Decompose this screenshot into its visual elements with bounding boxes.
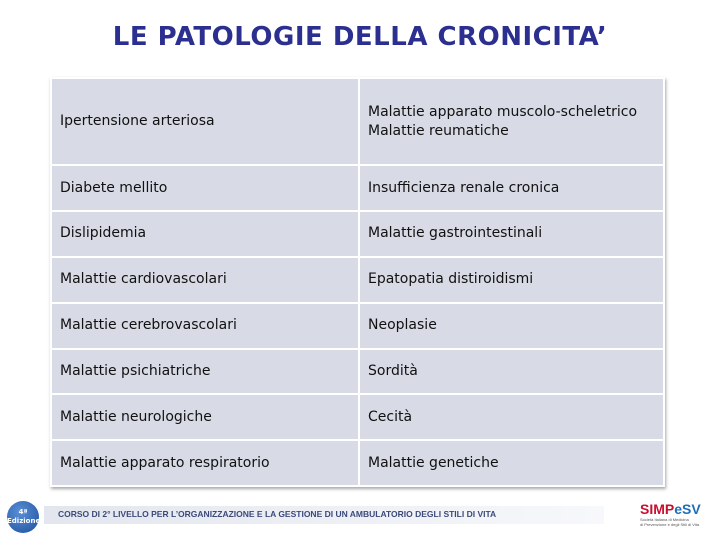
- table-cell-left: [51, 349, 359, 395]
- table-row: [51, 165, 664, 211]
- cell-text: Neoplasie: [368, 317, 437, 334]
- logo-subtitle-1: Società Italiana di Medicina: [640, 517, 689, 522]
- table-cell-right: [359, 349, 664, 395]
- cell-text: Epatopatia distiroidismi: [368, 271, 534, 288]
- cell-text: Malattie gastrointestinali: [368, 225, 543, 242]
- table-row: [51, 394, 664, 440]
- table-cell-left: [51, 165, 359, 211]
- simpesv-logo: [640, 502, 716, 536]
- footer: [0, 497, 720, 540]
- table-cell-right: [359, 211, 664, 257]
- table-cell-left: [51, 394, 359, 440]
- table-row: [51, 349, 664, 395]
- table-row: [51, 211, 664, 257]
- cell-text: Malattie neurologiche: [60, 408, 212, 425]
- cell-text: Malattie cardiovascolari: [60, 271, 227, 288]
- cell-text: Sordità: [368, 362, 418, 379]
- table-row: [51, 440, 664, 486]
- logo-wordmark: [640, 502, 716, 517]
- pathologies-table-container: [50, 77, 665, 487]
- table-cell-left: [51, 78, 359, 165]
- logo-part-esv: eSV: [674, 501, 701, 517]
- table-cell-left: [51, 211, 359, 257]
- course-title: CORSO DI 2° LIVELLO PER L’ORGANIZZAZIONE E LA GESTIONE DI UN AMBULATORIO DEGLI STILI DI VITA: [58, 509, 497, 519]
- table-cell-left: [51, 257, 359, 303]
- table-cell-left: [51, 440, 359, 486]
- table-cell-right: [359, 303, 664, 349]
- cell-text: Malattie apparato respiratorio: [60, 454, 270, 471]
- pathologies-table: [50, 77, 665, 487]
- table-cell-right: [359, 165, 664, 211]
- cell-text: Dislipidemia: [60, 225, 147, 242]
- badge-number: 4ª: [18, 508, 28, 516]
- page-title: LE PATOLOGIE DELLA CRONICITA’: [112, 22, 608, 52]
- table-cell-right: [359, 394, 664, 440]
- table-cell-right: [359, 257, 664, 303]
- logo-subtitle-2: di Prevenzione e degli Stili di Vita: [640, 522, 700, 527]
- table-cell-right: [359, 440, 664, 486]
- cell-text: Malattie cerebrovascolari: [60, 317, 237, 334]
- cell-text: Insufficienza renale cronica: [368, 179, 560, 196]
- cell-text: Ipertensione arteriosa: [60, 113, 215, 130]
- badge-label: Edizione: [7, 517, 41, 525]
- edition-badge: [7, 501, 39, 533]
- logo-part-simp: SIMP: [640, 501, 675, 517]
- table-cell-right: [359, 78, 664, 165]
- cell-text: Malattie psichiatriche: [60, 362, 211, 379]
- cell-text: Malattie reumatiche: [368, 122, 509, 139]
- table-row: [51, 257, 664, 303]
- cell-text: Diabete mellito: [60, 179, 168, 196]
- table-cell-left: [51, 303, 359, 349]
- cell-text: Malattie genetiche: [368, 454, 499, 471]
- cell-text: Cecità: [368, 408, 413, 425]
- table-row: [51, 303, 664, 349]
- cell-text: Malattie apparato muscolo-scheletrico: [368, 103, 638, 120]
- table-row: [51, 78, 664, 165]
